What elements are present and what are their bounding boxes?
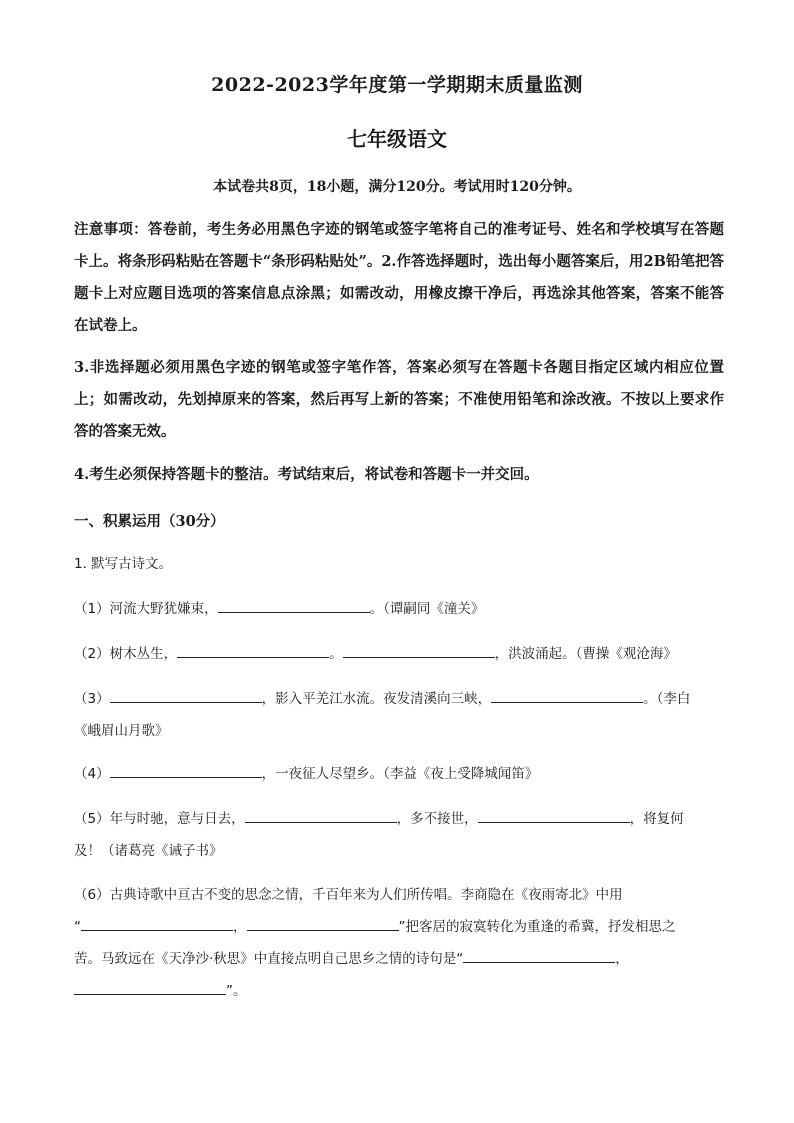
- exam-info: 本试卷共8页，18小题，满分120分。考试用时120分钟。: [213, 179, 581, 195]
- item-text: 。（李白: [643, 691, 691, 707]
- item-text: 苦。马致远在《天净沙·秋思》中直接点明自己思乡之情的诗句是“: [74, 951, 464, 967]
- answer-blank[interactable]: [177, 642, 329, 658]
- item-text: 树木丛生，: [109, 646, 178, 662]
- item-text: 。（谭嗣同《潼关》: [369, 601, 485, 617]
- answer-blank[interactable]: [74, 979, 226, 995]
- item-text: ，洪波涌起。（曹操《观沧海》: [494, 646, 677, 662]
- item-text: “: [74, 919, 81, 935]
- question-1-stem: 1. 默写古诗文。: [74, 556, 173, 572]
- answer-blank[interactable]: [491, 687, 643, 703]
- answer-blank[interactable]: [81, 915, 233, 931]
- question-1-item-2: [74, 638, 724, 670]
- item-text: ，多不接世，: [396, 811, 478, 827]
- question-1-item-6: [74, 879, 724, 1007]
- item-text: ，: [615, 951, 629, 967]
- item-number: （4）: [74, 766, 110, 782]
- question-1-item-4: [74, 758, 724, 790]
- item-text: 。: [329, 646, 343, 662]
- notes-paragraph-1: 注意事项：答卷前，考生务必用黑色字迹的钢笔或签字笔将自己的准考证号、姓名和学校填写在答题卡上。将条形码粘贴在答题卡“条形码粘贴处”。2.作答选择题时，选出每小题答案后，用2B铅笔把答题卡上对应题目选项的答案信息点涂黑；如需改动，用橡皮擦干净后，再选涂其他答案，答案不能答在试卷上。: [74, 221, 724, 334]
- item-number: （1）: [74, 601, 110, 617]
- item-number: （3）: [74, 691, 110, 707]
- subject-title: 七年级语文: [347, 127, 447, 151]
- item-text: 及！（诸葛亮《诫子书》: [74, 843, 223, 859]
- answer-blank[interactable]: [463, 947, 615, 963]
- item-text: 年与时驰，意与日去，: [109, 811, 245, 827]
- section-heading: 一、积累运用（30分）: [74, 513, 225, 530]
- question-1-item-1: [74, 593, 724, 625]
- answer-blank[interactable]: [110, 687, 262, 703]
- item-text: ，: [233, 919, 247, 935]
- item-text: 古典诗歌中亘古不变的思念之情，千百年来为人们所传唱。李商隐在《夜雨寄北》中用: [109, 887, 623, 903]
- notes-paragraph-2: 3.非选择题必须用黑色字迹的钢笔或签字笔作答，答案必须写在答题卡各题目指定区域内相应位置上；如需改动，先划掉原来的答案，然后再写上新的答案；不准使用铅笔和涂改液。不按以上要求作答的答案无效。: [74, 359, 724, 440]
- item-number: （2）: [74, 646, 110, 662]
- item-text: ，将复何: [629, 811, 684, 827]
- exam-title: 2022-2023学年度第一学期期末质量监测: [211, 74, 583, 96]
- answer-blank[interactable]: [218, 597, 370, 613]
- item-text: ”。: [226, 983, 247, 999]
- answer-blank[interactable]: [110, 762, 262, 778]
- item-number: （6）: [74, 887, 110, 903]
- answer-blank[interactable]: [245, 807, 397, 823]
- item-text: ，一夜征人尽望乡。（李益《夜上受降城闻笛》: [261, 766, 539, 782]
- question-1-item-3: [74, 683, 724, 747]
- answer-blank[interactable]: [247, 915, 399, 931]
- answer-blank[interactable]: [343, 642, 495, 658]
- answer-blank[interactable]: [478, 807, 630, 823]
- item-number: （5）: [74, 811, 110, 827]
- item-text: 河流大野犹嫌束，: [109, 601, 218, 617]
- item-text: ，影入平羌江水流。夜发清溪向三峡，: [261, 691, 492, 707]
- item-text: ”把客居的寂寞转化为重逢的希冀，抒发相思之: [398, 919, 676, 935]
- item-text: 《峨眉山月歌》: [74, 723, 169, 739]
- notes-paragraph-3: 4.考生必须保持答题卡的整洁。考试结束后，将试卷和答题卡一并交回。: [74, 466, 539, 483]
- question-1-item-5: [74, 803, 724, 867]
